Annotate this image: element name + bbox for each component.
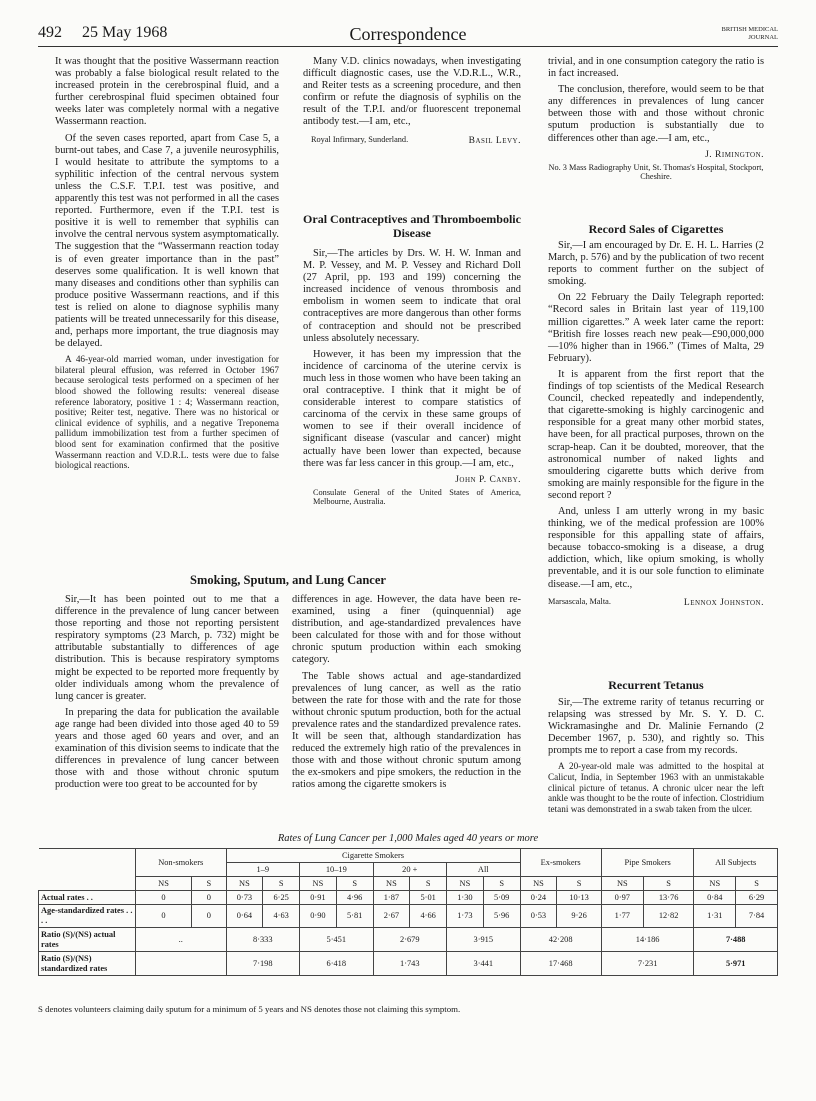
cell: 13·76	[643, 891, 694, 905]
article-title-tetanus: Recurrent Tetanus	[608, 678, 704, 692]
cell: 4·96	[336, 891, 373, 905]
column-1	[55, 56, 279, 475]
paragraph: Sir,—I am encouraged by Dr. E. H. L. Harries (2 March, p. 576) and by the publication of two recent reports to comment further on the subject of smoking.	[548, 240, 764, 288]
paragraph: Sir,—The extreme rarity of tetanus recurring or relapsing was stressed by Mr. S. Y. D. C. Wickramasinghe and Dr. Malinie Fernando (2 December 1967, p. 530), and rightly so. This prompts me to report a case from my records.	[548, 697, 764, 757]
cell: 5·01	[410, 891, 447, 905]
signature: J. Rimington.	[705, 149, 764, 160]
cell: 0·73	[226, 891, 263, 905]
s-header: S	[483, 877, 520, 891]
s-header: S	[336, 877, 373, 891]
cell: 10·13	[557, 891, 601, 905]
cell: 7·488	[694, 928, 778, 952]
cell	[136, 952, 227, 976]
paragraph: Sir,—The articles by Drs. W. H. W. Inman and M. P. Vessey, and M. P. Vessey and Richard Doll (27 April, pp. 193 and 199) concerning the increased incidence of venous thrombosis and embolism in women seem to indicate that oral contraceptives are more dangerous than other forms of contraception and should not be prescribed unless absolutely necessary.	[303, 248, 521, 344]
cell: 0·97	[601, 891, 643, 905]
paragraph: In preparing the data for publication the available age range had been divided into those aged 40 to 59 years and those aged 60 years and over, and an examination of this division seems to indicate that the differences in prevalence of lung cancer between those with and those without chronic sputum production were too great to be accounted for by	[55, 706, 279, 791]
cell: 12·82	[643, 905, 694, 928]
s-header: S	[557, 877, 601, 891]
cell: 0·24	[520, 891, 557, 905]
address: No. 3 Mass Radiography Unit, St. Thomas's Hospital, Stockport, Cheshire.	[548, 162, 764, 182]
cell: 3·915	[447, 928, 521, 952]
paragraph: However, it has been my impression that the incidence of carcinoma of the uterine cervix is much less in those women who have been taking an oral contraceptive. I think that it might be of considerable interest to compare statistics of carcinoma of the cervix in these same groups of women to see if their overall incidence of significant disease (vascular and cancer) might actually have been lower than expected, because there was far less cancer in this group.—I am, etc.,	[303, 348, 521, 469]
row-label: Ratio (S)/(NS) standardized rates	[39, 952, 136, 976]
cell: 1·743	[373, 952, 447, 976]
ns-header: NS	[226, 877, 263, 891]
cell: 1·31	[694, 905, 736, 928]
paragraph: Of the seven cases reported, apart from Case 5, a burnt-out tabes, and Case 7, a juvenile neurosyphilis, I would hesitate to attribute the symptoms to a syphilitic infection of the central nervous system unless the C.S.F. T.P.I. test was positive, and apparently this test was not performed in all the cases reported. Furthermore, even if the T.P.I. test is positive it is well to remember that syphilis can involve the central nervous system asymptomatically. The suggestion that the “Wassermann reaction today is of even greater importance than in the past” deserves some qualification. It is well known that many diseases and conditions other than syphilis can produce positive Wassermann reactions, and if this test is relied on alone to diagnose syphilis many patients will be treated unnecessarily for this disease, and, perhaps more important, the true diagnosis may be delayed.	[55, 132, 279, 350]
column-2-oral	[303, 248, 521, 507]
address: Royal Infirmary, Sunderland.	[311, 134, 409, 144]
article-title-oral: Oral Contraceptives and Thromboembolic Disease	[303, 212, 521, 240]
cell: 3·441	[447, 952, 521, 976]
ns-header: NS	[447, 877, 484, 891]
ns-s-row	[39, 877, 778, 891]
cell: 42·208	[520, 928, 601, 952]
cell: 5·451	[300, 928, 374, 952]
sub-header: 10–19	[300, 863, 374, 877]
cell: 4·66	[410, 905, 447, 928]
s-header: S	[263, 877, 300, 891]
cell: 5·971	[694, 952, 778, 976]
cell: 1·77	[601, 905, 643, 928]
column-2-smoking	[292, 594, 521, 796]
ns-header: NS	[300, 877, 337, 891]
ns-header: NS	[601, 877, 643, 891]
cell: 5·81	[336, 905, 373, 928]
paragraph: The conclusion, therefore, would seem to be that any differences in prevalences of lung cancer between those with and those without chronic sputum production is substantially due to differences other than age.—I am, etc.,	[548, 84, 764, 144]
cell: 1·87	[373, 891, 410, 905]
cell: 0	[136, 905, 192, 928]
column-1-smoking	[55, 594, 279, 796]
cell: 6·418	[300, 952, 374, 976]
corner-cell	[39, 849, 136, 891]
s-header: S	[410, 877, 447, 891]
row-label: Ratio (S)/(NS) actual rates	[39, 928, 136, 952]
cell: 4·63	[263, 905, 300, 928]
address: Consulate General of the United States of America, Melbourne, Australia.	[313, 487, 521, 507]
ns-header: NS	[136, 877, 192, 891]
paragraph: On 22 February the Daily Telegraph reported: “Record sales in Britain last year of 119,100 million cigarettes.” A week later came the report: “British fire losses reach new peak—£90,000,000—10% higher than in 1966.” (Times of Malta, 29 February).	[548, 292, 764, 364]
table-header-row	[39, 849, 778, 863]
row-label: Actual rates . .	[39, 891, 136, 905]
column-3-tetanus	[548, 697, 764, 818]
table-row	[39, 928, 778, 952]
column-2-top	[303, 56, 521, 147]
cell: 0	[192, 891, 227, 905]
signature: Basil Levy.	[468, 135, 521, 146]
article-title-cigarettes: Record Sales of Cigarettes	[588, 222, 724, 236]
cell: 1·73	[447, 905, 484, 928]
cell: 0	[136, 891, 192, 905]
paragraph: And, unless I am utterly wrong in my basic thinking, we of the medical profession are 100% responsible for this appalling state of affairs, because tobacco-smoking is a disease, a drug addiction, which, like opium smoking, is wholly preventable, and it is our sole function to eliminate disease.—I am, etc.,	[548, 505, 764, 590]
cell: 6·25	[263, 891, 300, 905]
cell: 0·64	[226, 905, 263, 928]
signature: John P. Canby.	[455, 474, 521, 485]
section-title: Correspondence	[349, 24, 467, 44]
signature: Lennox Johnston.	[683, 597, 764, 608]
col-pipe: Pipe Smokers	[601, 849, 694, 877]
table-row	[39, 952, 778, 976]
s-header: S	[736, 877, 778, 891]
ns-header: NS	[694, 877, 736, 891]
sub-header: All	[447, 863, 521, 877]
cell: 14·186	[601, 928, 694, 952]
cell: 0·91	[300, 891, 337, 905]
issue-date: 25 May 1968	[82, 24, 168, 41]
col-all-subjects: All Subjects	[694, 849, 778, 877]
journal-name: BRITISH MEDICAL JOURNAL	[721, 26, 778, 41]
cell: 0·84	[694, 891, 736, 905]
paragraph: A 20-year-old male was admitted to the hospital at Calicut, India, in September 1963 with an unmistakable clinical picture of tetanus. A chronic ulcer near the left ankle was thought to be the route of infection. Clostridium tetani was demonstrated in a swab taken from the ulcer.	[548, 761, 764, 814]
cell: 2·67	[373, 905, 410, 928]
cell: ..	[136, 928, 227, 952]
cell: 0·90	[300, 905, 337, 928]
paragraph: It is apparent from the first report that the findings of top scientists of the Medical Research Council, checked repeatedly and independently, that cigarette-smoking is highly carcinogenic and responsible for a great many other morbid states, have been, for all practical purposes, thrown on the scrap-heap. Can it be doubted, moreover, that the astronomical number of naked lights and smouldering cigarette butts which derive from smoking are mainly responsible for the figure in the second report ?	[548, 368, 764, 501]
col-cigarette: Cigarette Smokers	[226, 849, 520, 863]
cell: 7·84	[736, 905, 778, 928]
col-non-smokers: Non-smokers	[136, 849, 227, 877]
cell: 9·26	[557, 905, 601, 928]
lung-cancer-table	[38, 848, 778, 976]
address: Marsascala, Malta.	[548, 596, 611, 606]
cell: 1·30	[447, 891, 484, 905]
cell: 2·679	[373, 928, 447, 952]
paragraph: differences in age. However, the data have been re-examined, using a finer (quinquennial) age distribution, and age-standardized prevalences have been calculated for those with and for those without chronic sputum production within each smoking category.	[292, 594, 521, 666]
table-footnote: S denotes volunteers claiming daily sputum for a minimum of 5 years and NS denotes those not claiming this symptom.	[38, 1004, 461, 1014]
sub-header: 20 +	[373, 863, 447, 877]
cell: 17·468	[520, 952, 601, 976]
paragraph: Many V.D. clinics nowadays, when investigating difficult diagnostic cases, use the V.D.R.L., W.R., and Reiter tests as a screening procedure, and then confirm or refute the diagnosis of syphilis on the result of the T.P.I. and/or fluorescent treponemal antibody test.—I am, etc.,	[303, 56, 521, 128]
col-ex-smokers: Ex-smokers	[520, 849, 601, 877]
header-rule	[38, 46, 778, 47]
row-label: Age-standardized rates . . . .	[39, 905, 136, 928]
column-3-cigarettes	[548, 240, 764, 609]
sub-header: 1–9	[226, 863, 300, 877]
cell: 7·231	[601, 952, 694, 976]
table-row	[39, 905, 778, 928]
s-header: S	[192, 877, 227, 891]
ns-header: NS	[520, 877, 557, 891]
case-report: A 46-year-old married woman, under investigation for bilateral pleural effusion, was referred in October 1967 because serological tests performed on a specimen of her blood showed the following results: venereal disease reference laboratory, positive 1 : 4; Wassermann reaction, positive; Reiter test, negative. There was no historical or clinical evidence of syphilis, and a negative Treponema pallidum immobilization test from a further specimen of blood sent for examination confirmed that the positive Wassermann reaction and V.D.R.L. tests were due to false biological reactions.	[55, 354, 279, 471]
ns-header: NS	[373, 877, 410, 891]
paragraph: Sir,—It has been pointed out to me that a difference in the prevalence of lung cancer between those reporting and those not reporting persistent respiratory symptoms (23 March, p. 732) might be attributable substantially to differences of age distribution. This is because respiratory symptoms might be expected to be reported more frequently by older individuals among whom the prevalence of lung cancer is greater.	[55, 594, 279, 702]
cell: 5·09	[483, 891, 520, 905]
table-row	[39, 891, 778, 905]
table-caption: Rates of Lung Cancer per 1,000 Males aged 40 years or more	[277, 833, 539, 844]
s-header: S	[643, 877, 694, 891]
cell: 0	[192, 905, 227, 928]
cell: 8·333	[226, 928, 300, 952]
article-title-smoking: Smoking, Sputum, and Lung Cancer	[190, 573, 386, 587]
cell: 0·53	[520, 905, 557, 928]
paragraph: It was thought that the positive Wassermann reaction was probably a false biological result related to the increased protein in the cerebrospinal fluid, and a further cerebrospinal fluid specimen obtained four weeks later was completely normal with a negative Wassermann reaction.	[55, 56, 279, 128]
page-number: 492	[38, 24, 62, 41]
cell: 6·29	[736, 891, 778, 905]
paragraph: trivial, and in one consumption category the ratio is in fact increased.	[548, 56, 764, 80]
cell: 5·96	[483, 905, 520, 928]
cell: 7·198	[226, 952, 300, 976]
paragraph: The Table shows actual and age-standardized prevalences of lung cancer, as well as the ratio between the rate for those with and the rate for those without chronic sputum production, both for the actual prevalence rates and the standardized prevalence rates. It will be seen that, although standardization has reduced the extremely high ratio of the prevalences in those with and those without chronic sputum among the ex-smokers and pipe smokers, the reduction in the ratios among the cigarette smokers is	[292, 670, 521, 791]
column-3	[548, 56, 764, 182]
